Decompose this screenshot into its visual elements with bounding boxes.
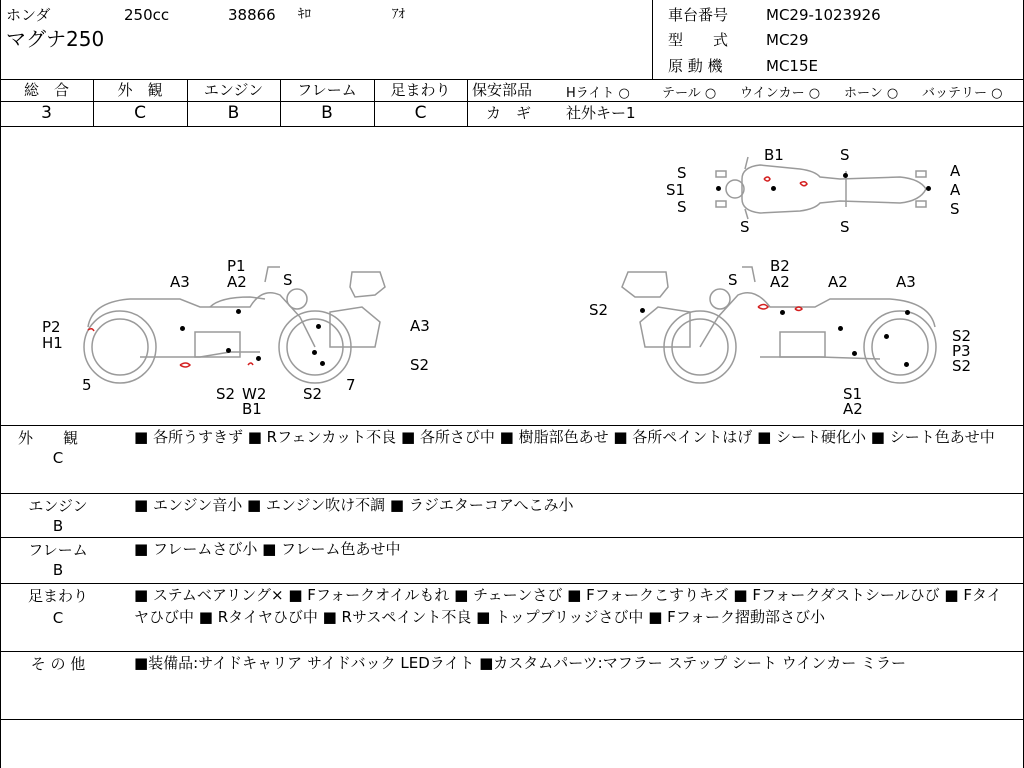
diagram-pointer [780, 310, 785, 315]
safety-item-name: バッテリー [922, 86, 988, 101]
diagram-label: W2 [242, 385, 267, 403]
diagram-label: S [728, 271, 738, 289]
diagram-label: P2 [42, 318, 61, 336]
note-text: ■装備品:サイドキャリア サイドバック LEDライト ■カスタムパーツ:マフラー ステップ シート ウインカー ミラー [134, 654, 907, 672]
engine-model: MC15E [766, 57, 818, 75]
safety-item-headlight [566, 82, 630, 101]
diagram-label: A2 [227, 273, 247, 291]
diagram-label: S [840, 146, 850, 164]
grade-value-exterior: C [134, 103, 146, 123]
diagram-label: A [950, 162, 961, 180]
safety-item-mark: ○ [808, 86, 821, 101]
note-label: そ の 他 [30, 655, 86, 673]
key-value: 社外キー1 [566, 104, 636, 122]
safety-item-mark: ○ [704, 86, 717, 101]
note-row-frame [0, 537, 1024, 583]
diagram-label: S2 [952, 357, 972, 375]
note-text: ■ フレームさび小 ■ フレーム色あせ中 [134, 540, 401, 558]
diagram-label: S [950, 200, 960, 218]
diagram-label: P3 [952, 342, 971, 360]
diagram-label: S [840, 218, 850, 236]
diagram-pointer [312, 350, 317, 355]
diagram-pointer [904, 362, 909, 367]
mileage: 38866 [228, 6, 276, 24]
grade-value-suspension: C [414, 103, 427, 123]
header-bottom-line [0, 79, 1024, 80]
displacement: 250cc [124, 6, 170, 24]
diagram-label: S1 [666, 181, 686, 199]
diagram-label: S1 [843, 385, 863, 403]
note-grade: B [52, 517, 64, 535]
grade-header-exterior: 外 観 [117, 81, 163, 99]
top-view-drawing [716, 157, 926, 219]
safety-item-name: Hライト [566, 86, 615, 101]
note-label: 外 観 [17, 429, 78, 447]
header-divider [652, 0, 653, 79]
note-row-exterior [0, 425, 1024, 493]
grade-divider-5 [467, 79, 468, 126]
note-text: ■ ステムベアリング× ■ Fフォークオイルもれ ■ チェーンさび ■ Fフォークこすりキズ ■ Fフォークダストシールひび ■ Fタイヤひび中 ■ Rタイヤひび中 ■ Rサスペイント不良 ■ トップブリッジさび中 ■ Fフォーク摺動部さび小 [134, 586, 1002, 626]
safety-item-battery [922, 82, 1003, 101]
diagram-label: A2 [770, 273, 790, 291]
diagram-pointer [716, 186, 721, 191]
diagram-label: A3 [410, 317, 430, 335]
safety-label: 保安部品 [472, 81, 533, 99]
diagram-label: S2 [216, 385, 236, 403]
grade-header-engine: エンジン [203, 81, 264, 99]
note-label: エンジン [28, 497, 88, 515]
diagram-label: A2 [843, 400, 863, 418]
grade-value-engine: B [227, 103, 240, 123]
diagram-label: S [677, 164, 687, 182]
diagram-pointer [180, 326, 185, 331]
diagram-label: B1 [764, 146, 784, 164]
note-row-suspension [0, 583, 1024, 651]
diagram-label: S [677, 198, 687, 216]
safety-item-mark: ○ [618, 86, 630, 101]
grade-value-frame: B [321, 103, 333, 123]
diagram-label: B1 [242, 400, 262, 418]
grade-header-suspension: 足まわり [390, 81, 451, 99]
diagram-pointer [852, 351, 857, 356]
diagram-pointer [771, 186, 776, 191]
diagram-pointer [226, 348, 231, 353]
motorcycle-diagram [0, 127, 1024, 425]
frame-no: MC29-1023926 [766, 6, 881, 24]
note-grade: C [52, 609, 64, 627]
diagram-pointer [316, 324, 321, 329]
grade-value-total: 3 [41, 103, 52, 123]
safety-item-mark: ○ [886, 86, 899, 101]
note-label: 足まわり [27, 587, 88, 605]
engine-label: 原 動 機 [668, 57, 723, 75]
note-grade: C [52, 449, 64, 467]
safety-item-winker [740, 82, 820, 101]
safety-item-name: ホーン [844, 86, 883, 101]
frame-no-label: 車台番号 [668, 6, 729, 24]
safety-item-name: テール [662, 86, 701, 101]
diagram-label: H1 [42, 334, 63, 352]
diagram-pointer [926, 186, 931, 191]
diagram-label: B2 [770, 257, 790, 275]
model-type: MC29 [766, 31, 809, 49]
safety-item-tail [662, 82, 716, 101]
grade-mid-line [0, 101, 1024, 102]
diagram-pointer [838, 326, 843, 331]
note-label: フレーム [28, 541, 88, 559]
grade-header-frame: フレーム [297, 81, 357, 99]
diagram-label: S2 [410, 356, 430, 374]
damage-marks [88, 177, 807, 367]
diagram-label: A3 [170, 273, 190, 291]
note-text: ■ 各所うすきず ■ Rフェンカット不良 ■ 各所さび中 ■ 樹脂部色あせ ■ 各所ペイントはげ ■ シート硬化小 ■ シート色あせ中 [134, 428, 995, 446]
diagram-label: P1 [227, 257, 246, 275]
diagram-pointer [905, 310, 910, 315]
diagram-pointer [843, 173, 848, 178]
note-divider [0, 719, 1024, 720]
key-label: カ ギ [486, 104, 532, 122]
diagram-label: 7 [346, 376, 356, 394]
diagram-pointer [256, 356, 261, 361]
safety-item-name: ウインカー [740, 86, 805, 101]
diagram-label: S2 [952, 327, 972, 345]
diagram-label: S2 [589, 301, 609, 319]
maker: ホンダ [6, 6, 51, 24]
color: ｱｵ [392, 7, 405, 22]
diagram-label: A3 [896, 273, 916, 291]
note-row-other [0, 651, 1024, 719]
diagram-label: S [740, 218, 750, 236]
model-type-label: 型 式 [668, 31, 729, 49]
model-name: マグナ250 [6, 27, 105, 51]
diagram-pointer [236, 309, 241, 314]
grade-header-total: 総 合 [23, 81, 69, 99]
safety-item-horn [844, 82, 898, 101]
note-row-engine [0, 493, 1024, 537]
mileage-unit: ｷﾛ [298, 7, 311, 22]
diagram-label: A2 [828, 273, 848, 291]
diagram-label: S2 [303, 385, 323, 403]
diagram-label: 5 [82, 376, 92, 394]
diagram-pointer [640, 308, 645, 313]
diagram-label: A [950, 181, 961, 199]
diagram-label: S [283, 271, 293, 289]
diagram-pointer [884, 334, 889, 339]
safety-item-mark: ○ [991, 86, 1003, 101]
note-text: ■ エンジン音小 ■ エンジン吹け不調 ■ ラジエターコアへこみ小 [134, 496, 574, 514]
note-grade: B [52, 561, 64, 579]
diagram-pointer [320, 361, 325, 366]
